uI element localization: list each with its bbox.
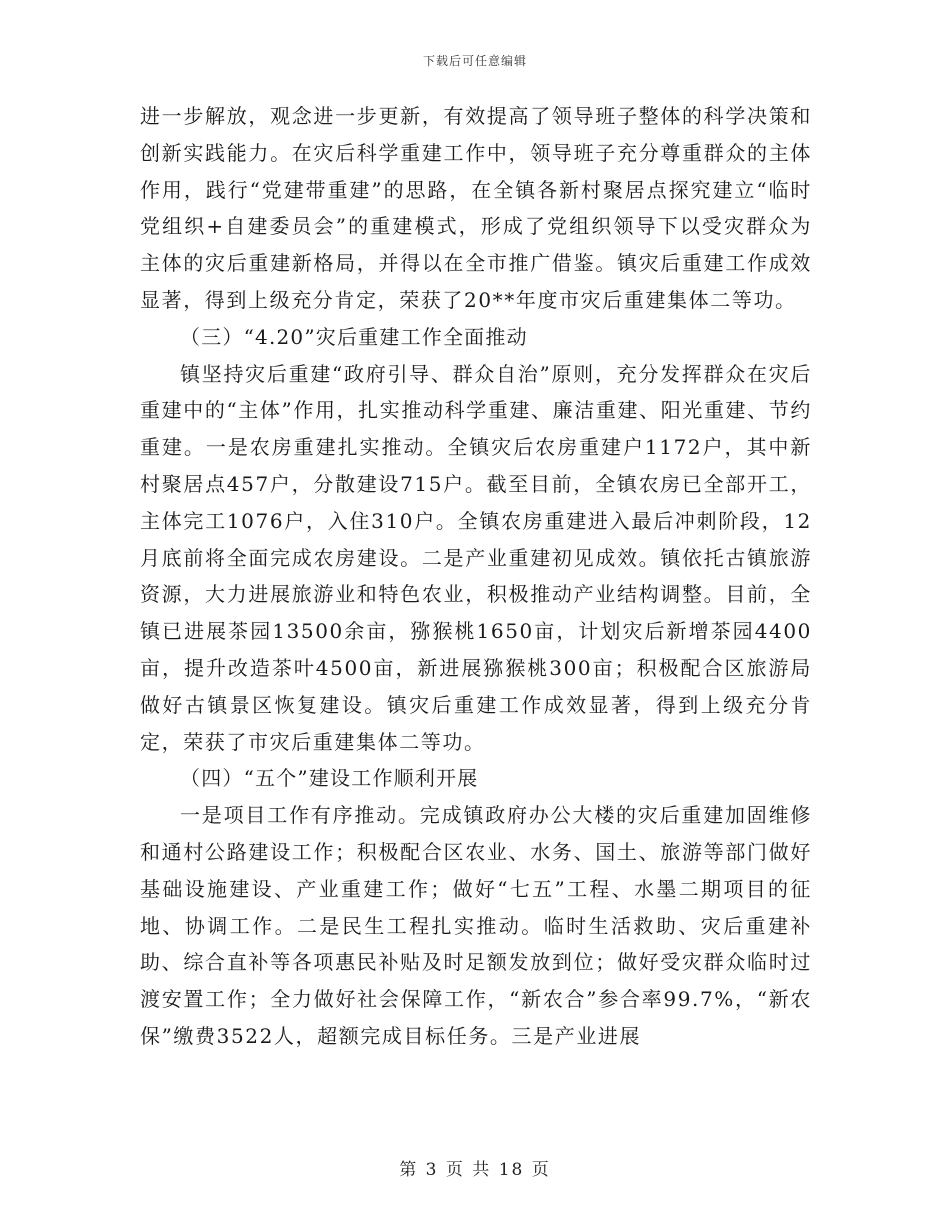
paragraph-five-constructions: 一是项目工作有序推动。完成镇政府办公大楼的灾后重建加固维修和通村公路建设工作；积极配合区农业、水务、国土、旅游等部门做好基础设施建设、产业重建工作；做好“七五”工程、水墨二期项目的征地、协调工作。二是民生工程扎实推动。临时生活救助、灾后重建补助、综合直补等各项惠民补贴及时足额发放到位；做好受灾群众临时过渡安置工作；全力做好社会保障工作，“新农合”参合率99.7%，“新农保”缴费3522人，超额完成目标任务。三是产业进展: [140, 803, 812, 1048]
section-heading-4: （四）“五个”建设工作顺利开展: [180, 766, 479, 791]
page-number-footer: 第 3 页 共 18 页: [399, 1160, 551, 1180]
section-heading-3: （三）“4.20”灾后重建工作全面推动: [180, 324, 528, 349]
paragraph-continuation: 进一步解放，观念进一步更新，有效提高了领导班子整体的科学决策和创新实践能力。在灾后科学重建工作中，领导班子充分尊重群众的主体作用，践行“党建带重建”的思路，在全镇各新村聚居点探究建立“临时党组织+自建委员会”的重建模式，形成了党组织领导下以受灾群众为主体的灾后重建新格局，并得以在全市推广借鉴。镇灾后重建工作成效显著，得到上级充分肯定，荣获了20**年度市灾后重建集体二等功。: [140, 104, 812, 312]
paragraph-reconstruction: 镇坚持灾后重建“政府引导、群众自治”原则，充分发挥群众在灾后重建中的“主体”作用，扎实推动科学重建、廉洁重建、阳光重建、节约重建。一是农房重建扎实推动。全镇灾后农房重建户1172户，其中新村聚居点457户，分散建设715户。截至目前，全镇农房已全部开工，主体完工1076户，入住310户。全镇农房重建进入最后冲刺阶段，12月底前将全面完成农房建设。二是产业重建初见成效。镇依托古镇旅游资源，大力进展旅游业和特色农业，积极推动产业结构调整。目前，全镇已进展茶园13500余亩，猕猴桃1650亩，计划灾后新增茶园4400亩，提升改造茶叶4500亩，新进展猕猴桃300亩；积极配合区旅游局做好古镇景区恢复建设。镇灾后重建工作成效显著，得到上级充分肯定，荣获了市灾后重建集体二等功。: [140, 361, 812, 754]
page-header-note: 下载后可任意编辑: [422, 54, 527, 68]
document-body: [140, 98, 812, 1055]
